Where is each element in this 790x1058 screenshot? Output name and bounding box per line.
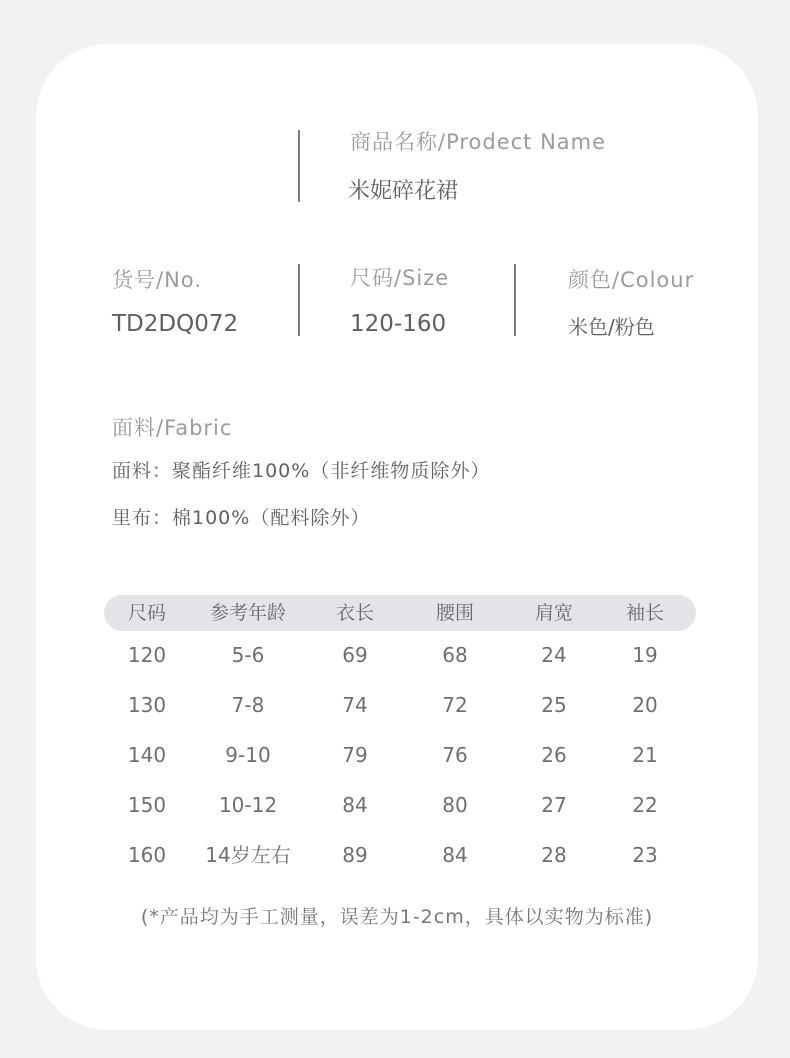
- header-sleeve: 袖长: [625, 602, 665, 624]
- fabric-lining: 里布：棉100%（配料除外）: [112, 507, 371, 529]
- cell-shoulder: 27: [541, 793, 567, 817]
- table-row: [104, 741, 696, 791]
- product-info-card: [36, 44, 758, 1030]
- cell-age: 5-6: [231, 643, 265, 667]
- cell-shoulder: 25: [541, 693, 567, 717]
- size-label: 尺码/Size: [350, 266, 450, 290]
- cell-shoulder: 28: [541, 843, 567, 867]
- header-age: 参考年龄: [209, 602, 287, 624]
- table-row: [104, 841, 696, 891]
- cell-sleeve: 21: [632, 743, 658, 767]
- cell-waist: 72: [442, 693, 468, 717]
- size-table: [104, 595, 696, 891]
- cell-length: 74: [342, 693, 368, 717]
- divider-product-name: [298, 130, 300, 202]
- cell-size: 130: [127, 693, 167, 717]
- cell-age: 9-10: [225, 743, 271, 767]
- cell-length: 84: [342, 793, 368, 817]
- fabric-shell: 面料：聚酯纤维100%（非纤维物质除外）: [112, 460, 491, 482]
- cell-age: 10-12: [218, 793, 278, 817]
- item-number-value: TD2DQ072: [112, 311, 239, 337]
- cell-waist: 76: [442, 743, 468, 767]
- cell-size: 120: [127, 643, 167, 667]
- cell-waist: 84: [442, 843, 468, 867]
- divider-colour: [514, 264, 516, 336]
- cell-size: 160: [127, 843, 167, 867]
- cell-size: 140: [127, 743, 167, 767]
- cell-sleeve: 20: [632, 693, 658, 717]
- header-size: 尺码: [127, 602, 167, 624]
- cell-waist: 68: [442, 643, 468, 667]
- cell-shoulder: 24: [541, 643, 567, 667]
- cell-sleeve: 23: [632, 843, 658, 867]
- cell-sleeve: 19: [632, 643, 658, 667]
- cell-length: 69: [342, 643, 368, 667]
- cell-waist: 80: [442, 793, 468, 817]
- cell-age: 7-8: [231, 693, 265, 717]
- colour-value: 米色/粉色: [568, 315, 655, 339]
- header-shoulder: 肩宽: [534, 602, 574, 624]
- size-table-header: [104, 595, 696, 631]
- cell-length: 89: [342, 843, 368, 867]
- divider-size: [298, 264, 300, 336]
- item-number-label: 货号/No.: [112, 268, 202, 292]
- header-waist: 腰围: [435, 602, 475, 624]
- cell-age: 14岁左右: [205, 843, 291, 867]
- cell-shoulder: 26: [541, 743, 567, 767]
- measurement-note: (*产品均为手工测量，误差为1-2cm，具体以实物为标准): [140, 906, 654, 928]
- table-row: [104, 691, 696, 741]
- cell-size: 150: [127, 793, 167, 817]
- product-name-label: 商品名称/Prodect Name: [350, 130, 607, 154]
- product-name-value: 米妮碎花裙: [348, 179, 459, 204]
- cell-sleeve: 22: [632, 793, 658, 817]
- header-length: 衣长: [335, 602, 375, 624]
- colour-label: 颜色/Colour: [568, 268, 695, 292]
- table-row: [104, 641, 696, 691]
- fabric-label: 面料/Fabric: [112, 416, 233, 440]
- size-value: 120-160: [350, 311, 447, 337]
- table-row: [104, 791, 696, 841]
- cell-length: 79: [342, 743, 368, 767]
